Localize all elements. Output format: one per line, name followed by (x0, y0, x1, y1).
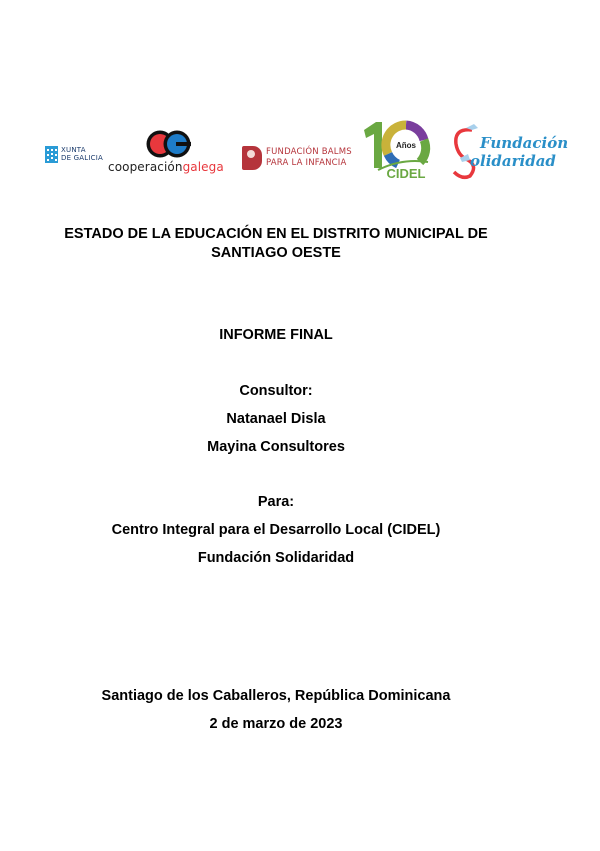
recipient-org-cidel: Centro Integral para el Desarrollo Local (CIDEL) (111, 522, 441, 538)
title-line1: ESTADO DE LA EDUCACIÓN EN EL DISTRITO MUNICIPAL DE (64, 226, 488, 242)
consultant-name: Natanael Disla (226, 411, 326, 427)
cidel-badge-text: Años (396, 141, 416, 150)
report-type: INFORME FINAL (219, 327, 333, 343)
cooperacion-cg-icon (146, 130, 192, 158)
balms-line1: FUNDACIÓN BALMS (266, 147, 352, 157)
solidaridad-emblem-icon (448, 122, 573, 182)
title-line2: SANTIAGO OESTE (211, 245, 341, 261)
xunta-de-galicia-logo (45, 144, 105, 166)
balms-logo-text (266, 147, 352, 169)
place: Santiago de los Caballeros, República Dominicana (101, 688, 451, 704)
recipient-org-solidaridad: Fundación Solidaridad (197, 550, 355, 566)
balms-b-icon (242, 146, 262, 170)
cidel-emblem-icon (362, 120, 434, 180)
cooperacion-logo-text (108, 160, 224, 174)
solidaridad-line1: Fundación (480, 134, 569, 152)
recipient-label: Para: (257, 494, 295, 510)
xunta-emblem-icon (45, 146, 58, 163)
xunta-line2: DE GALICIA (61, 154, 103, 162)
cidel-name-text: CIDEL (386, 166, 426, 180)
cooperacion-galega-logo (108, 130, 233, 180)
solidaridad-line2: olidaridad (470, 152, 556, 170)
xunta-logo-text (61, 146, 103, 162)
xunta-line1: XUNTA (61, 146, 86, 154)
document-title (0, 225, 552, 263)
galega-text: galega (182, 160, 224, 174)
cidel-10-anos-logo (362, 120, 434, 180)
date: 2 de marzo de 2023 (209, 716, 343, 732)
fundacion-solidaridad-logo (448, 122, 573, 182)
logo-row (0, 118, 600, 188)
balms-line2: PARA LA INFANCIA (266, 158, 347, 168)
consultant-label: Consultor: (239, 383, 313, 399)
consultant-company: Mayina Consultores (207, 439, 345, 455)
fundacion-balms-logo (242, 146, 352, 172)
cooperacion-text: cooperación (108, 160, 183, 174)
